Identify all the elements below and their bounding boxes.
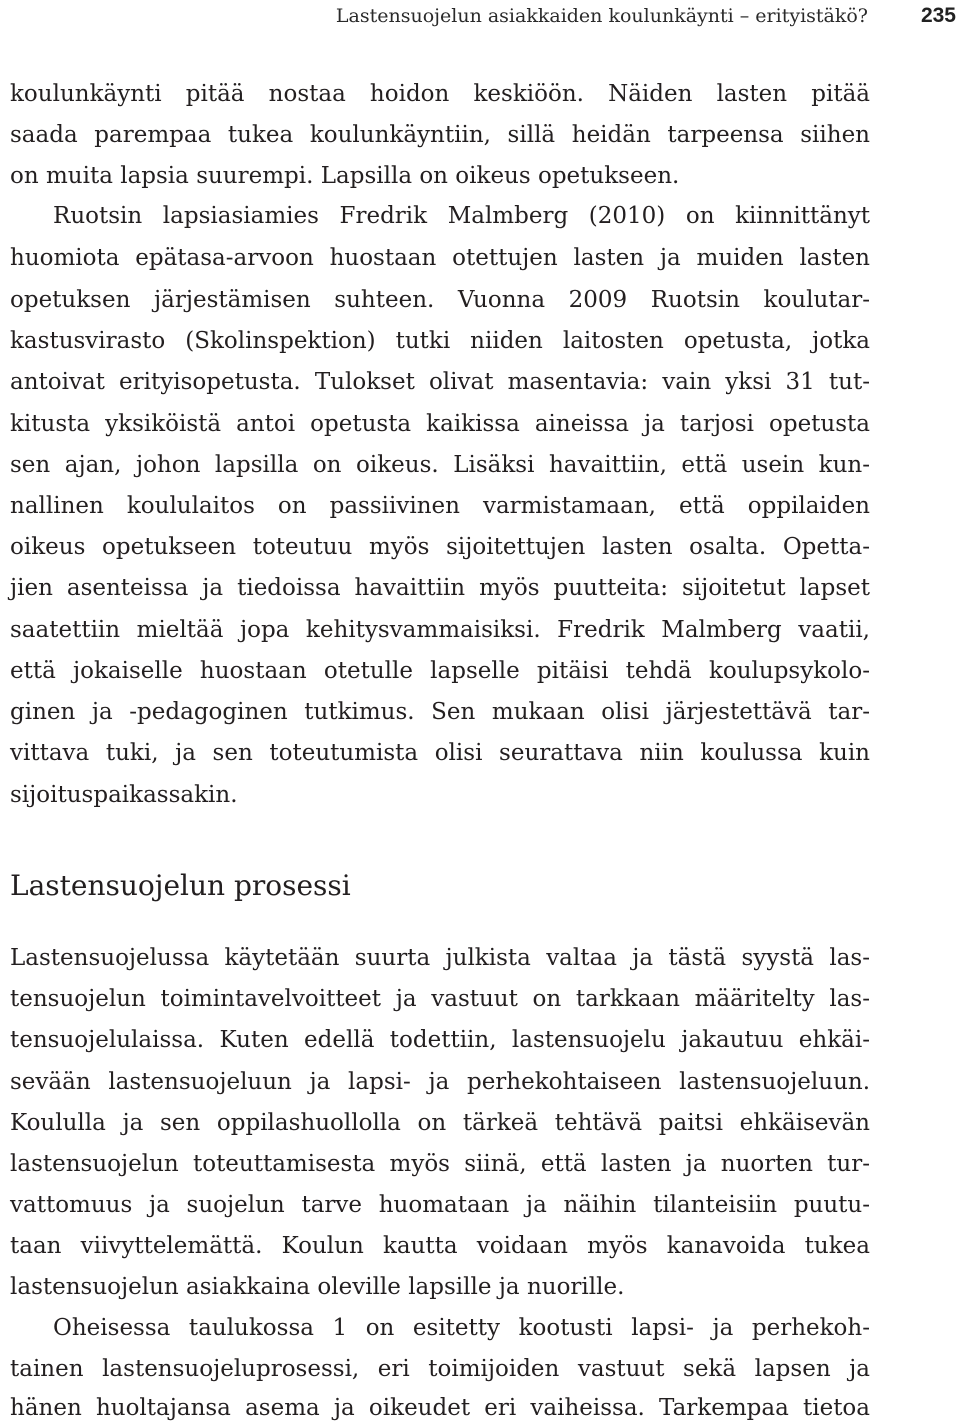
text-line: nallinen koululaitos on passiivinen varmistamaan, että oppilaiden (10, 493, 870, 519)
text-line: Ruotsin lapsiasiamies Fredrik Malmberg (2010) on kiinnittänyt (53, 203, 870, 229)
text-line: Koululla ja sen oppilashuollolla on tärkeä tehtävä paitsi ehkäisevän (10, 1110, 870, 1136)
text-line: saada parempaa tukea koulunkäyntiin, sillä heidän tarpeensa siihen (10, 122, 870, 148)
text-line: antoivat erityisopetusta. Tulokset olivat masentavia: vain yksi 31 tut- (10, 369, 870, 395)
text-line: on muita lapsia suurempi. Lapsilla on oikeus opetukseen. (10, 163, 680, 189)
text-line: vattomuus ja suojelun tarve huomataan ja näihin tilanteisiin puutu- (10, 1192, 870, 1218)
text-line: sijoituspaikassakin. (10, 782, 238, 808)
page-number: 235 (920, 4, 956, 27)
text-line: tainen lastensuojeluprosessi, eri toimijoiden vastuut sekä lapsen ja (10, 1356, 870, 1382)
text-line: lastensuojelun asiakkaina oleville lapsille ja nuorille. (10, 1274, 625, 1300)
text-line: ginen ja -pedagoginen tutkimus. Sen mukaan olisi järjestettävä tar- (10, 699, 870, 725)
running-header (0, 4, 960, 28)
text-line: koulunkäynti pitää nostaa hoidon keskiöön. Näiden lasten pitää (10, 81, 870, 107)
text-line: Oheisessa taulukossa 1 on esitetty kootusti lapsi- ja perhekoh- (53, 1315, 870, 1341)
text-line: Lastensuojelussa käytetään suurta julkista valtaa ja tästä syystä las- (10, 945, 870, 971)
text-line: sevään lastensuojeluun ja lapsi- ja perhekohtaiseen lastensuojeluun. (10, 1069, 870, 1095)
text-line: huomiota epätasa-arvoon huostaan otettujen lasten ja muiden lasten (10, 245, 870, 271)
text-line: hänen huoltajansa asema ja oikeudet eri vaiheissa. Tarkempaa tietoa (10, 1395, 870, 1421)
text-line: että jokaiselle huostaan otetulle lapselle pitäisi tehdä koulupsykolo- (10, 658, 870, 684)
section-heading: Lastensuojelun prosessi (10, 869, 351, 902)
text-line: lastensuojelun toteuttamisesta myös siinä, että lasten ja nuorten tur- (10, 1151, 870, 1177)
text-line: taan viivyttelemättä. Koulun kautta voidaan myös kanavoida tukea (10, 1233, 870, 1259)
running-title: Lastensuojelun asiakkaiden koulunkäynti – erityistäkö? (335, 5, 868, 27)
text-line: oikeus opetukseen toteutuu myös sijoitettujen lasten osalta. Opetta- (10, 534, 870, 560)
text-line: kastusvirasto (Skolinspektion) tutki niiden laitosten opetusta, jotka (10, 328, 870, 354)
text-line: saatettiin mieltää jopa kehitysvammaisiksi. Fredrik Malmberg vaatii, (10, 617, 870, 643)
text-line: jien asenteissa ja tiedoissa havaittiin myös puutteita: sijoitetut lapset (10, 575, 870, 601)
text-line: tensuojelulaissa. Kuten edellä todettiin, lastensuojelu jakautuu ehkäi- (10, 1027, 870, 1053)
text-line: kitusta yksiköistä antoi opetusta kaikissa aineissa ja tarjosi opetusta (10, 411, 870, 437)
text-line: sen ajan, johon lapsilla on oikeus. Lisäksi havaittiin, että usein kun- (10, 452, 870, 478)
text-line: tensuojelun toimintavelvoitteet ja vastuut on tarkkaan määritelty las- (10, 986, 870, 1012)
text-line: opetuksen järjestämisen suhteen. Vuonna 2009 Ruotsin koulutar- (10, 287, 870, 313)
text-line: vittava tuki, ja sen toteutumista olisi seurattava niin koulussa kuin (10, 740, 870, 766)
